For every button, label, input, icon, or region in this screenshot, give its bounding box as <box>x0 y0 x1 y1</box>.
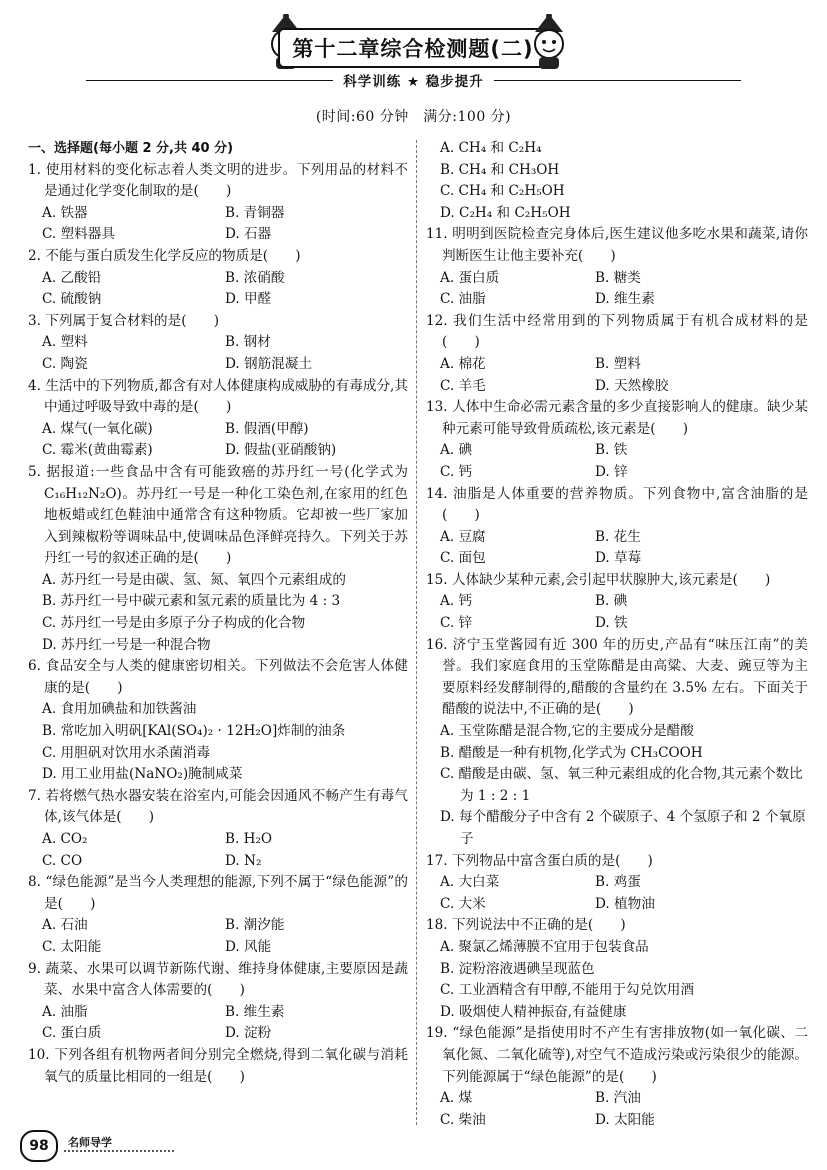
question <box>28 160 408 246</box>
question <box>28 656 408 786</box>
question-stem: 5. 据报道:一些食品中含有可能致癌的苏丹红一号(化学式为C₁₆H₁₂N₂O)。苏丹红一号是一种化工染色剂,在家用的红色地板蜡或红色鞋油中通常含有这种物质。它却被一些厂家加入到辣椒粉等调味品中,使调味品色泽鲜亮持久。下列关于苏丹红一号的叙述正确的是( ) <box>28 463 408 567</box>
answer-option: C. 大米 <box>440 895 486 912</box>
answer-option: C. 油脂 <box>440 291 486 308</box>
answer-option: C. 塑料器具 <box>42 226 115 243</box>
answer-option: D. 锌 <box>595 463 628 480</box>
question <box>28 786 408 872</box>
option-list <box>28 268 408 311</box>
answer-option: D. C₂H₄ 和 C₂H₅OH <box>440 204 571 221</box>
question <box>426 570 808 635</box>
question-stem: 3. 下列属于复合材料的是( ) <box>28 312 220 329</box>
question <box>28 462 408 656</box>
question-stem: 2. 不能与蛋白质发生化学反应的物质是( ) <box>28 247 301 264</box>
answer-option: A. 食用加碘盐和加铁酱油 <box>42 701 197 718</box>
series-name: 名师导学 <box>68 1136 112 1149</box>
answer-option: A. 煤气(一氧化碳) <box>42 420 153 437</box>
answer-option: D. 假盐(亚硝酸钠) <box>225 442 337 459</box>
answer-option: D. 太阳能 <box>595 1111 655 1128</box>
answer-option: D. N₂ <box>225 852 262 869</box>
right-column <box>426 138 808 1131</box>
answer-option: A. 塑料 <box>42 334 88 351</box>
answer-option: B. 汽油 <box>595 1090 641 1107</box>
option-list <box>28 1002 408 1045</box>
answer-option: D. 铁 <box>595 615 628 632</box>
subtitle-rule-left <box>86 80 333 81</box>
subtitle: 科学训练 ★ 稳步提升 <box>343 74 484 90</box>
answer-option: A. 豆腐 <box>440 528 486 545</box>
question-stem: 13. 人体中生命必需元素含量的多少直接影响人的健康。缺少某种元素可能导致骨质疏松,该元素是( ) <box>426 399 808 437</box>
cartoon-mascot-right <box>525 14 571 72</box>
answer-option: B. 假酒(甲醇) <box>225 420 309 437</box>
answer-option: C. 面包 <box>440 550 486 567</box>
answer-option: C. 羊毛 <box>440 377 486 394</box>
option-list <box>426 721 808 851</box>
answer-option: C. 霉米(黄曲霉素) <box>42 442 153 459</box>
answer-option: B. 铁 <box>595 442 628 459</box>
answer-option: A. 玉堂陈醋是混合物,它的主要成分是醋酸 <box>440 723 694 740</box>
left-question-list <box>28 160 408 1089</box>
page-footer <box>20 1130 180 1160</box>
option-list <box>28 419 408 462</box>
answer-option: D. 甲醛 <box>225 291 272 308</box>
column-divider <box>416 140 417 1125</box>
answer-option: A. 棉花 <box>440 355 486 372</box>
answer-option: C. 苏丹红一号是由多原子分子构成的化合物 <box>42 615 306 632</box>
answer-option: D. 用工业用盐(NaNO₂)腌制咸菜 <box>42 766 243 783</box>
question-stem: 7. 若将燃气热水器安装在浴室内,可能会因通风不畅产生有毒气体,该气体是( ) <box>28 787 408 826</box>
question-stem: 10. 下列各组有机物两者间分别完全燃烧,得到二氧化碳与消耗氧气的质量比相同的一组是( ) <box>28 1046 408 1085</box>
question <box>28 959 408 1045</box>
question <box>426 1023 808 1131</box>
answer-option: C. CH₄ 和 C₂H₅OH <box>440 183 565 200</box>
answer-option: A. 铁器 <box>42 204 88 221</box>
section-title: 一、选择题(每小题 2 分,共 40 分) <box>28 141 234 156</box>
option-list <box>426 937 808 1023</box>
question <box>28 246 408 311</box>
option-list <box>28 829 408 872</box>
answer-option: A. 碘 <box>440 442 473 459</box>
answer-option: C. 用胆矾对饮用水杀菌消毒 <box>42 744 211 761</box>
answer-option: A. 大白菜 <box>440 874 500 891</box>
option-list <box>28 332 408 375</box>
answer-option: B. 糖类 <box>595 269 641 286</box>
answer-option: C. 钙 <box>440 463 473 480</box>
question <box>426 851 808 916</box>
answer-option: A. CO₂ <box>42 831 88 847</box>
question-stem: 11. 明明到医院检查完身体后,医生建议他多吃水果和蔬菜,请你判断医生让他主要补充( ) <box>426 226 808 264</box>
answer-option: C. 柴油 <box>440 1111 486 1128</box>
answer-option: A. 聚氯乙烯薄膜不宜用于包装食品 <box>440 938 649 955</box>
question-stem: 16. 济宁玉堂酱园有近 300 年的历史,产品有“味压江南”的美誉。我们家庭食用的玉堂陈醋是由高粱、大麦、豌豆等为主要原料经发酵制得的,醋酸的含量约在 3.5% 左右。下面关于醋酸的说法中,不正确的是( ) <box>426 636 808 718</box>
question <box>28 376 408 462</box>
option-list <box>28 915 408 958</box>
answer-option: D. 维生素 <box>595 291 655 308</box>
answer-option: C. 陶瓷 <box>42 355 88 372</box>
answer-option: B. 潮汐能 <box>225 917 285 934</box>
answer-option: D. 草莓 <box>595 550 642 567</box>
answer-option: B. 塑料 <box>595 355 641 372</box>
answer-option: A. 煤 <box>440 1090 473 1107</box>
answer-option: D. 钢筋混凝土 <box>225 355 313 372</box>
answer-option: B. 鸡蛋 <box>595 874 641 891</box>
option-list <box>426 872 808 915</box>
question-stem: 6. 食品安全与人类的健康密切相关。下列做法不会危害人体健康的是( ) <box>28 658 408 696</box>
answer-option: B. 青铜器 <box>225 204 285 221</box>
option-list <box>426 591 808 634</box>
answer-option: C. 锌 <box>440 615 473 632</box>
answer-option: C. CO <box>42 852 83 869</box>
answer-option: B. 苏丹红一号中碳元素和氢元素的质量比为 4 : 3 <box>42 593 341 610</box>
question <box>28 311 408 376</box>
chapter-banner <box>263 28 563 68</box>
option-list <box>426 354 808 397</box>
answer-option: C. 太阳能 <box>42 938 102 955</box>
answer-option: C. 工业酒精含有甲醇,不能用于勾兑饮用酒 <box>440 982 694 999</box>
question <box>426 311 808 397</box>
answer-option: B. 醋酸是一种有机物,化学式为 CH₃COOH <box>440 744 703 761</box>
answer-option: C. 醋酸是由碳、氢、氧三种元素组成的化合物,其元素个数比为 1 : 2 : 1 <box>440 766 803 804</box>
answer-option: A. CH₄ 和 C₂H₄ <box>440 140 542 156</box>
answer-option: B. CH₄ 和 CH₃OH <box>440 161 560 178</box>
answer-option: D. 淀粉 <box>225 1025 272 1042</box>
answer-option: B. 花生 <box>595 528 641 545</box>
right-question-list <box>426 138 808 1131</box>
question <box>426 138 808 224</box>
subtitle-bar <box>86 72 741 88</box>
subtitle-rule-right <box>494 80 741 81</box>
answer-option: D. 石器 <box>225 226 272 243</box>
option-list <box>426 1088 808 1131</box>
question-stem: 4. 生活中的下列物质,都含有对人体健康构成威胁的有毒成分,其中通过呼吸导致中毒的是( ) <box>28 377 408 416</box>
question-stem: 12. 我们生活中经常用到的下列物质属于有机合成材料的是( ) <box>426 312 808 351</box>
answer-option: B. 常吃加入明矾[KAl(SO₄)₂ · 12H₂O]炸制的油条 <box>42 723 346 740</box>
answer-option: A. 蛋白质 <box>440 269 500 286</box>
page-number: 98 <box>20 1130 58 1162</box>
answer-option: C. 硫酸钠 <box>42 291 102 308</box>
question-stem: 1. 使用材料的变化标志着人类文明的进步。下列用品的材料不是通过化学变化制取的是( ) <box>28 161 408 200</box>
answer-option: B. 碘 <box>595 593 628 610</box>
question-stem: 8. “绿色能源”是当今人类理想的能源,下列不属于“绿色能源”的是( ) <box>28 874 408 912</box>
option-list <box>426 527 808 570</box>
option-list <box>28 570 408 656</box>
question <box>28 872 408 958</box>
question-stem: 18. 下列说法中不正确的是( ) <box>426 917 626 934</box>
question <box>426 224 808 310</box>
answer-option: D. 天然橡胶 <box>595 377 669 394</box>
exam-meta: (时间:60 分钟 满分:100 分) <box>315 109 512 125</box>
option-list <box>426 268 808 311</box>
answer-option: C. 蛋白质 <box>42 1025 102 1042</box>
answer-option: B. 浓硝酸 <box>225 269 285 286</box>
question <box>28 1045 408 1088</box>
option-list <box>28 203 408 246</box>
question-stem: 14. 油脂是人体重要的营养物质。下列食物中,富含油脂的是( ) <box>426 485 808 524</box>
question-stem: 17. 下列物品中富含蛋白质的是( ) <box>426 852 653 869</box>
question-stem: 9. 蔬菜、水果可以调节新陈代谢、维持身体健康,主要原因是蔬菜、水果中富含人体需要的( ) <box>28 960 408 999</box>
answer-option: A. 钙 <box>440 593 473 610</box>
question <box>426 635 808 851</box>
question <box>426 397 808 483</box>
question-stem: 19. “绿色能源”是指使用时不产生有害排放物(如一氧化碳、二氧化氮、二氧化硫等),对空气不造成污染或污染很少的能源。下列能源属于“绿色能源”的是( ) <box>426 1025 808 1085</box>
answer-option: D. 苏丹红一号是一种混合物 <box>42 636 211 653</box>
question <box>426 915 808 1023</box>
answer-option: B. 钢材 <box>225 334 271 351</box>
answer-option: A. 石油 <box>42 917 88 934</box>
option-list <box>426 138 808 224</box>
answer-option: B. H₂O <box>225 831 273 847</box>
option-list <box>28 699 408 785</box>
answer-option: B. 维生素 <box>225 1003 285 1020</box>
question-stem: 15. 人体缺少某种元素,会引起甲状腺肿大,该元素是( ) <box>426 571 771 588</box>
answer-option: D. 风能 <box>225 938 272 955</box>
answer-option: A. 苏丹红一号是由碳、氢、氮、氧四个元素组成的 <box>42 571 346 588</box>
question <box>426 484 808 570</box>
answer-option: D. 每个醋酸分子中含有 2 个碳原子、4 个氢原子和 2 个氧原子 <box>440 809 806 847</box>
answer-option: A. 油脂 <box>42 1003 88 1020</box>
footer-rule <box>64 1150 174 1152</box>
page-title: 第十二章综合检测题(二) <box>278 28 547 68</box>
left-column <box>28 138 408 1088</box>
option-list <box>426 440 808 483</box>
answer-option: D. 植物油 <box>595 895 655 912</box>
answer-option: D. 吸烟使人精神振奋,有益健康 <box>440 1003 627 1020</box>
answer-option: A. 乙酸铅 <box>42 269 102 286</box>
answer-option: B. 淀粉溶液遇碘呈现蓝色 <box>440 960 595 977</box>
